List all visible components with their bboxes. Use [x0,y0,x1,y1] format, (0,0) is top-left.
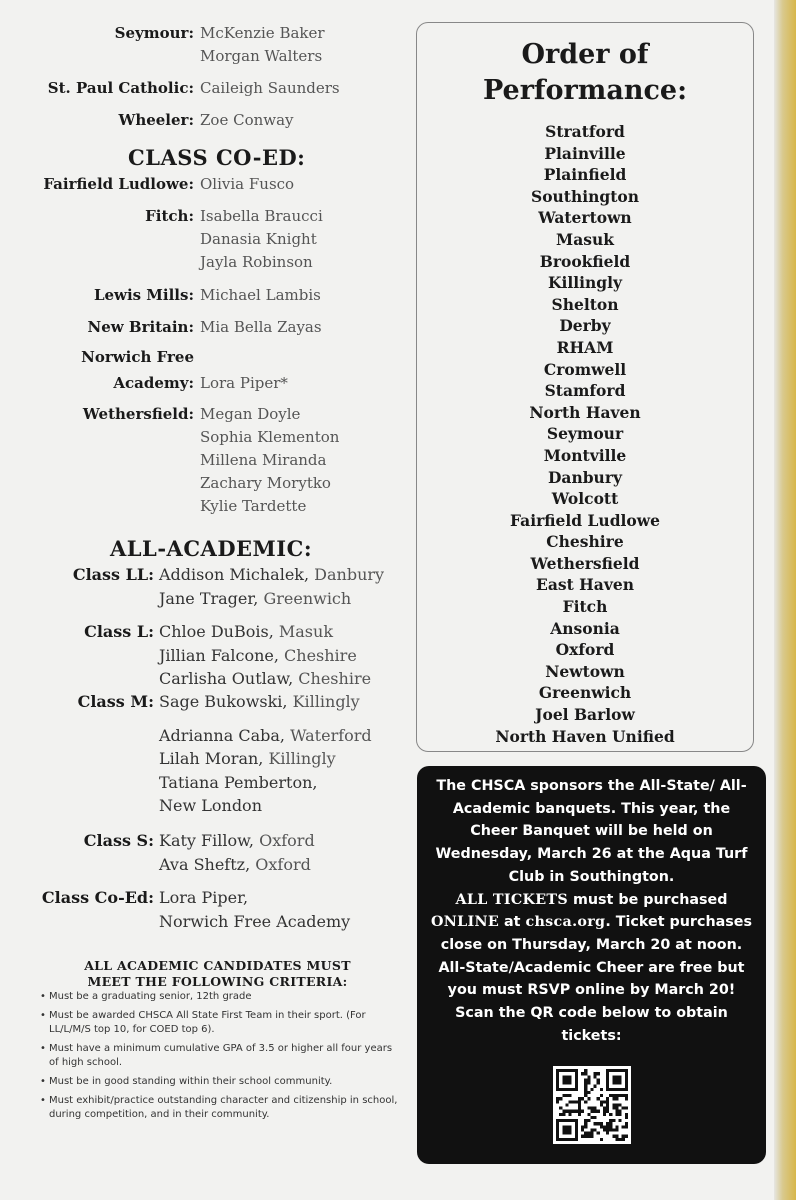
name-line: Mia Bella Zayas [200,318,322,336]
performance-team: Joel Barlow [535,705,635,725]
ticket-details-text: . Ticket purchases close on Thursday, March 20 at noon. All-State/Academic Cheer are free but you must RSVP online by March 20! Scan the QR code below to obtain tickets: [438,914,752,1044]
qr-code-icon[interactable] [553,1066,631,1144]
performance-team: Cromwell [543,359,627,379]
academic-entry: Tatiana Pemberton, [159,772,318,792]
performance-team: Shelton [551,294,619,314]
performance-team: Oxford [555,640,615,660]
name-line: Danasia Knight [200,230,317,248]
name-line: Megan Doyle [200,405,301,423]
names-list [200,372,288,395]
academic-entry: Lilah Moran, Killingly [159,749,336,768]
academic-entries [159,563,384,610]
name-line: Millena Miranda [200,451,327,469]
academic-entry: Adrianna Caba, Waterford [159,725,372,745]
performance-team: Killingly [547,273,623,293]
order-title [417,37,753,109]
performance-team: Danbury [547,467,623,487]
all-academic-heading: ALL-ACADEMIC: [110,536,313,561]
criteria-list [40,990,400,1127]
academic-entries [159,690,372,818]
performance-team: North Haven [529,402,641,422]
performance-team: Stamford [544,381,626,401]
performance-team: Wethersfield [530,553,640,573]
performance-team: Fitch [562,597,608,617]
criteria-item: • Must have a minimum cumulative GPA of 3.5 or higher all four years of high school. [40,1042,400,1070]
performance-team: Plainville [544,143,626,163]
academic-entry: Chloe DuBois, Masuk [159,622,334,641]
names-list [200,77,340,100]
performance-team: Fairfield Ludlowe [510,510,660,530]
criteria-item: • Must be awarded CHSCA All State First Team in their sport. (For LL/L/M/S top 10, for COED top 6). [40,1009,400,1037]
criteria-item: • Must be in good standing within their school community. [40,1075,400,1089]
performance-team: Montville [543,445,627,465]
criteria-item: • Must be a graduating senior, 12th grade [40,990,400,1004]
academic-entry: Katy Fillow, Oxford [159,831,315,850]
school-label: Seymour: [114,24,194,42]
performance-team: Plainfield [543,165,627,185]
order-of-performance-box [416,22,754,752]
school-label: Fitch: [145,207,194,225]
school-label: St. Paul Catholic: [47,79,194,97]
academic-entry: Norwich Free Academy [159,911,351,931]
name-line: Jayla Robinson [200,253,313,271]
class-label: Class S: [83,831,154,850]
academic-entry: New London [159,796,262,815]
academic-entry: Jane Trager, Greenwich [159,588,352,608]
school-label: Fairfield Ludlowe: [43,175,194,193]
performance-team: Newtown [545,661,625,681]
name-line: McKenzie Baker [200,24,325,42]
tickets-text: must be purchased [567,891,728,908]
names-list [200,173,294,196]
performance-team: Ansonia [550,618,620,638]
performance-team: East Haven [536,575,634,595]
academic-entries [159,829,315,876]
name-line: Olivia Fusco [200,175,295,193]
school-label: New Britain: [87,318,194,336]
class-label: Class LL: [72,565,154,584]
criteria-heading: ALL ACADEMIC CANDIDATES MUST MEET THE FOLLOWING CRITERIA: [84,958,351,989]
class-label: Class L: [84,622,154,641]
names-list [200,316,322,339]
banquet-paragraph: The CHSCA sponsors the All-State/ All-Academic banquets. This year, the Cheer Banquet will be held on Wednesday, March 26 at the Aqua Turf Club in Southington. [435,778,748,885]
academic-entry: Lora Piper, [159,888,249,907]
school-label: Wheeler: [118,111,194,129]
class-coed-heading: CLASS CO-ED: [128,145,306,170]
academic-entry: Ava Sheftz, Oxford [159,854,311,874]
online-at-text: at [499,914,526,931]
class-label: Class Co-Ed: [41,888,154,907]
performance-team: Wolcott [551,489,619,509]
name-line: Morgan Walters [200,47,323,65]
order-list [417,121,753,747]
performance-team: Derby [559,316,611,336]
academic-entries [159,886,350,933]
performance-team: RHAM [556,337,614,357]
banquet-info-box [417,766,766,1164]
name-line: Michael Lambis [200,286,321,304]
academic-entry: Addison Michalek, Danbury [159,565,385,584]
performance-team: Southington [531,186,639,206]
names-list [200,205,323,274]
website-link[interactable]: chsca.org [525,914,606,931]
performance-team: Masuk [556,229,614,249]
order-title-line1: Order of [521,39,649,70]
academic-entry: Carlisha Outlaw, Cheshire [159,669,372,688]
criteria-item: • Must exhibit/practice outstanding character and citizenship in school, during competition, and in their community. [40,1094,400,1122]
school-label: Wethersfield: [82,405,194,423]
performance-team: North Haven Unified [495,726,675,746]
academic-entry: Jillian Falcone, Cheshire [159,645,357,665]
name-line: Zoe Conway [200,111,294,129]
performance-team: Stratford [545,122,625,141]
banquet-text [427,775,756,1047]
school-label: Norwich Free Academy: [81,348,194,392]
name-line: Sophia Klementon [200,428,340,446]
academic-entries [159,620,371,691]
names-list [200,22,325,68]
class-label: Class M: [77,692,154,711]
performance-team: Cheshire [546,532,624,552]
performance-team: Watertown [538,208,632,228]
names-list [200,284,321,307]
performance-team: Greenwich [538,683,632,703]
academic-entry: Sage Bukowski, Killingly [159,692,360,711]
name-line: Caileigh Saunders [200,79,340,97]
school-label: Lewis Mills: [93,286,194,304]
performance-team: Seymour [546,424,624,444]
names-list [200,109,294,132]
online-emphasis: ONLINE [431,914,500,931]
order-title-line2: Performance: [482,75,688,106]
name-line: Isabella Braucci [200,207,323,225]
name-line: Lora Piper* [200,374,288,392]
performance-team: Brookfield [539,251,631,271]
name-line: Kylie Tardette [200,497,307,515]
all-tickets-emphasis: ALL TICKETS [455,891,568,908]
school-label-line: Norwich Free [81,348,194,366]
names-list [200,403,339,518]
page-edge [774,0,796,1200]
name-line: Zachary Morytko [200,474,331,492]
